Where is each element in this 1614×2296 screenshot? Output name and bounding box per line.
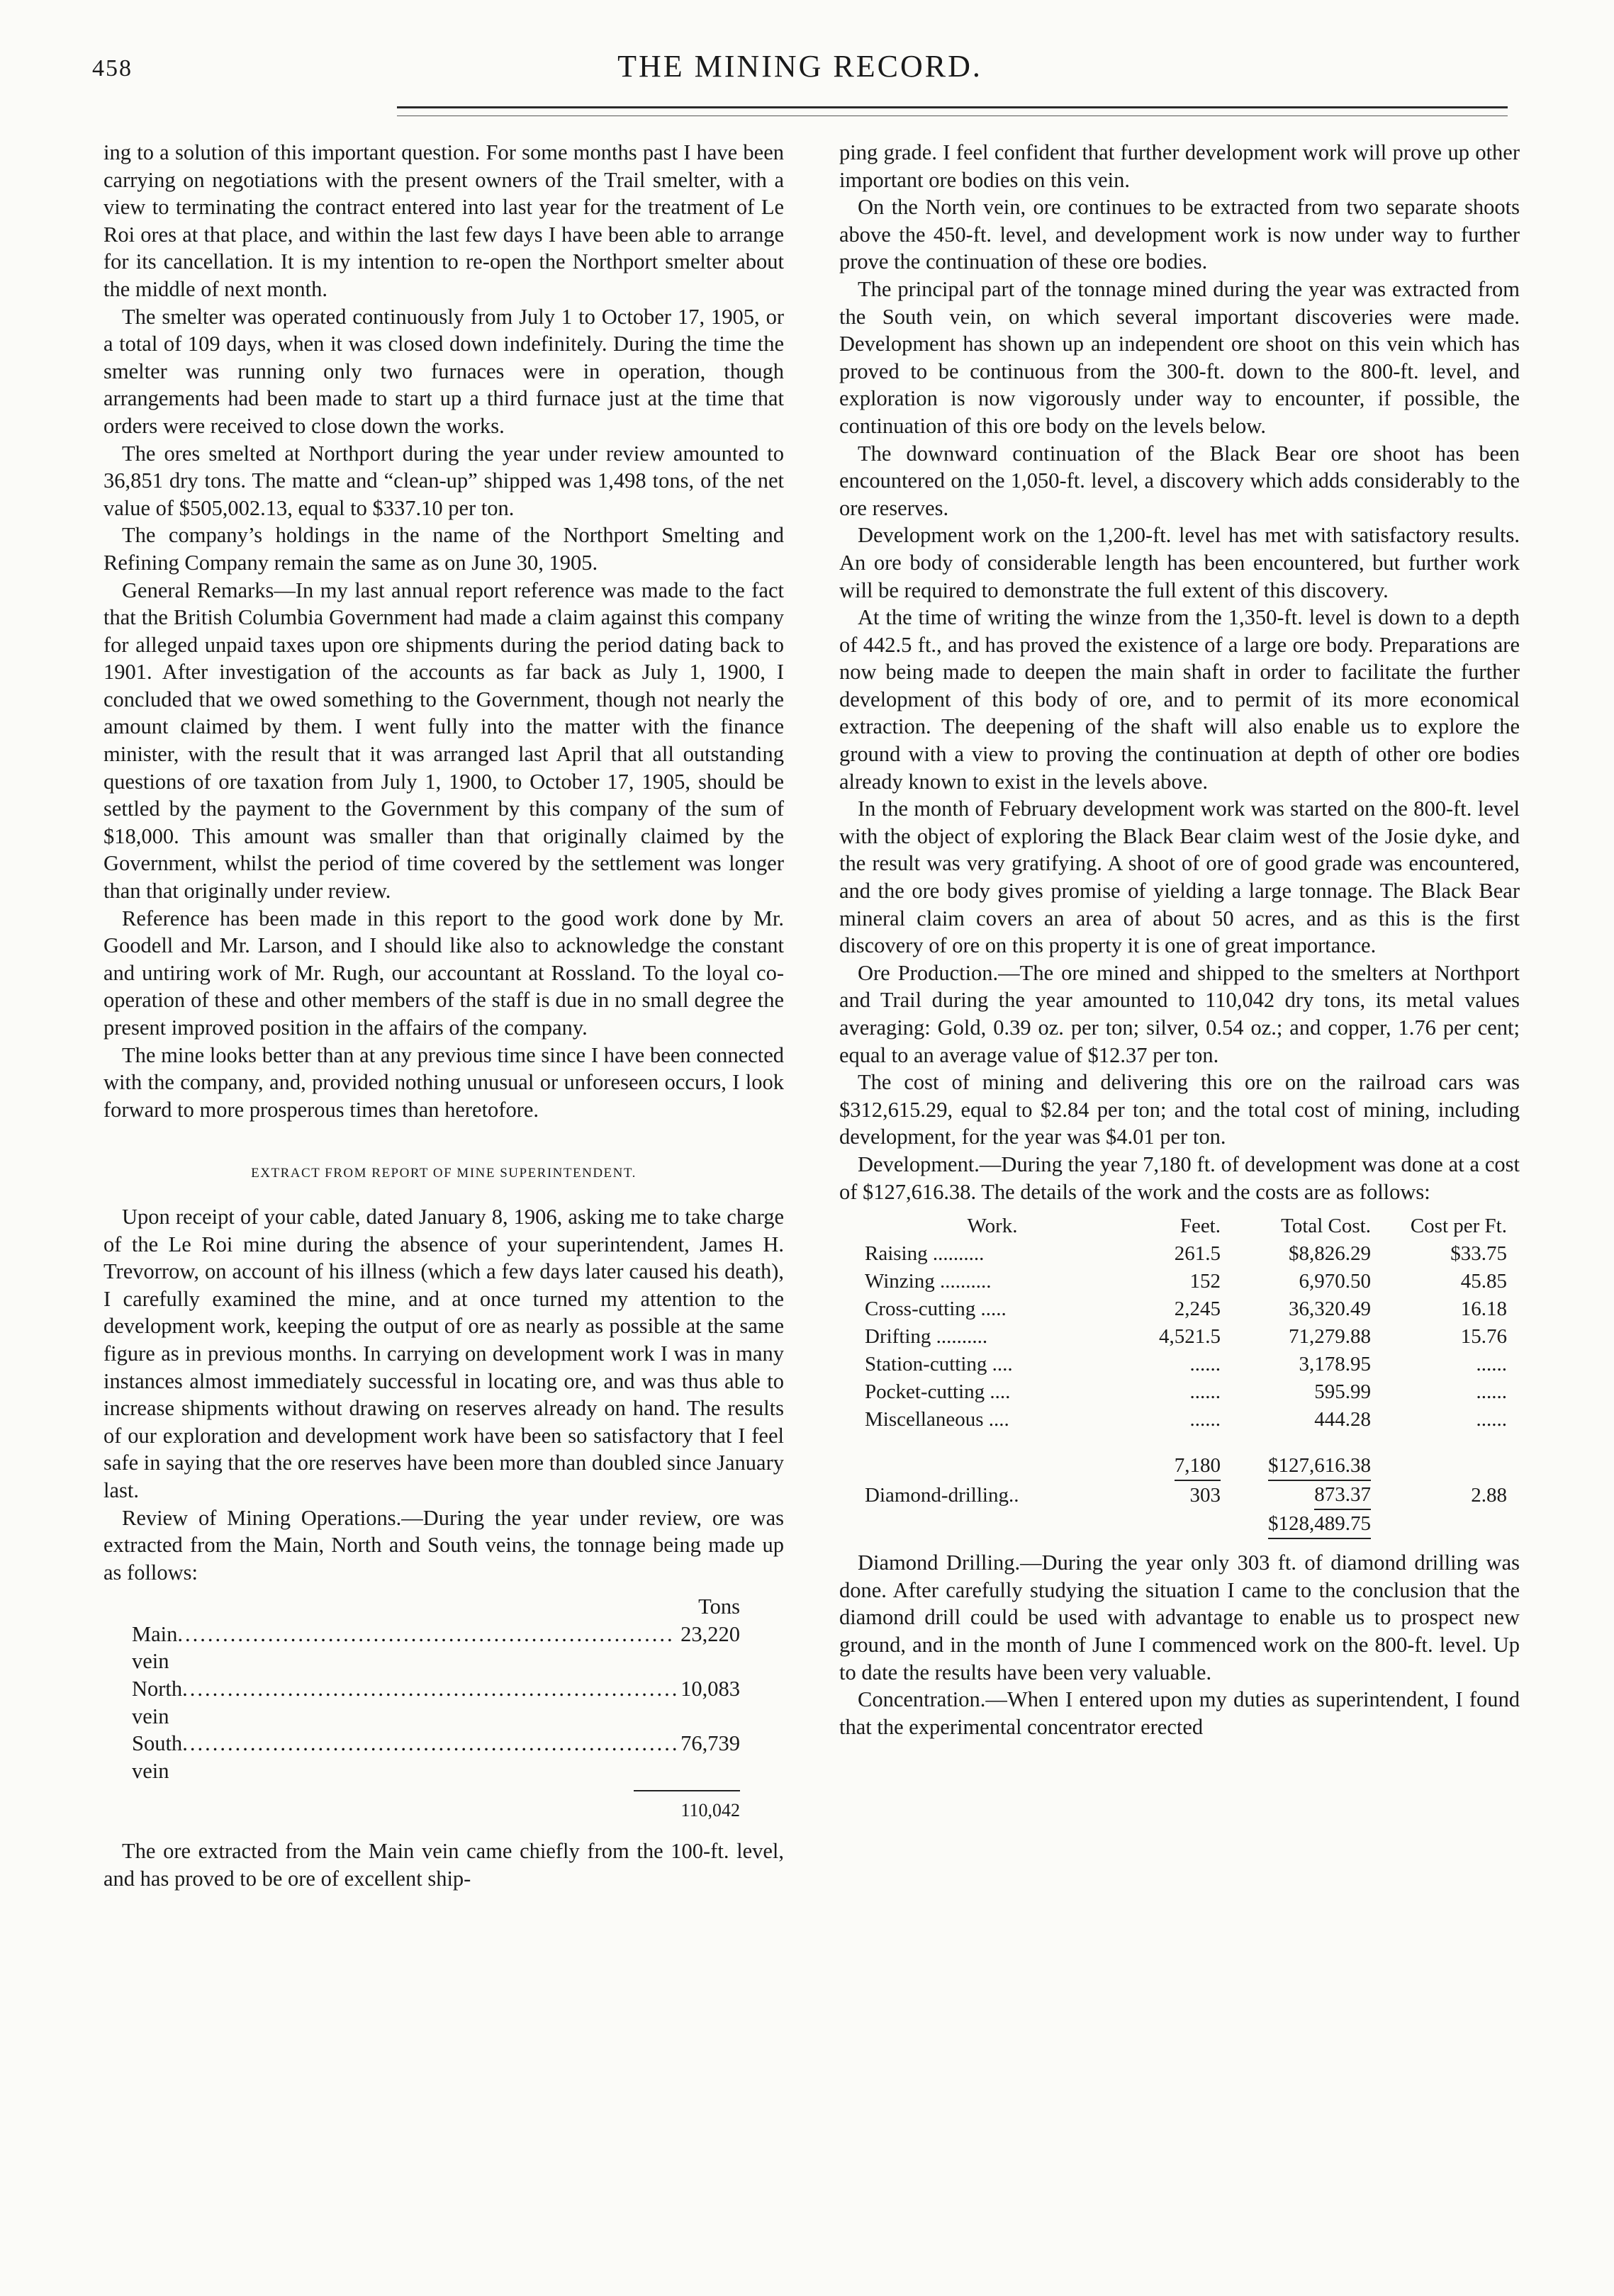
leader-dots: .................................................................. xyxy=(182,1731,680,1756)
table-row xyxy=(861,1351,1511,1378)
cell-work: Drifting .......... xyxy=(865,1325,988,1349)
cell-work: Miscellaneous .... xyxy=(865,1408,1009,1431)
grand-total: $128,489.75 xyxy=(1268,1510,1371,1539)
cell-per-ft: 2.88 xyxy=(1471,1484,1507,1507)
row-label: Main vein xyxy=(132,1621,178,1674)
total-rule xyxy=(634,1790,740,1791)
cell-work: Winzing .......... xyxy=(865,1270,992,1293)
paragraph: At the time of writing the winze from the 1,350-ft. level is down to a depth of 442.5 ft., and has proved the existence of a large ore body. Preparations are now being made to deepen the main shaft in order to facilitate the further development of this body of ore, and to permit of its more economical extraction. The deepening of the shaft will also enable us to explore the ground with a view to proving the continuation at depth of other ore bodies already known to exist in the levels above. xyxy=(839,605,1520,794)
column-header: Cost per Ft. xyxy=(1410,1215,1507,1238)
cell-per-ft: ...... xyxy=(1476,1408,1507,1431)
table-row xyxy=(103,1675,784,1730)
cell-total: 444.28 xyxy=(1314,1408,1371,1431)
row-value: 76,739 xyxy=(680,1731,740,1756)
page-number: 458 xyxy=(92,55,133,81)
paragraph: The mine looks better than at any previous time since I have been connected with the company, and, provided nothing unusual or unforeseen occurs, I look forward to more prosperous times than heretofore. xyxy=(103,1042,784,1122)
spacer-row xyxy=(861,1434,1511,1452)
paragraph: General Remarks—In my last annual report reference was made to the fact that the British Columbia Government had made a claim against this company for alleged unpaid taxes upon ore shipments during the period dating back to 1901. After investigation of the accounts as far back as July 1, 1900, I concluded that we owed something to the Government, though not nearly the amount claimed by them. I went fully into the matter with the finance minister, with the result that it was arranged last April that all outstanding questions of ore taxation from July 1, 1900, to October 17, 1905, should be settled by the payment to the Government by this company of the sum of $18,000. This amount was smaller than that originally claimed by the Government, whilst the period of time covered by the settlement was longer than that originally under review. xyxy=(103,578,784,904)
table-row xyxy=(103,1621,784,1675)
cell-total: 36,320.49 xyxy=(1289,1298,1371,1321)
page-header xyxy=(92,49,1508,98)
development-cost-table xyxy=(861,1212,1511,1539)
leader-dots: .................................................................. xyxy=(182,1677,680,1701)
cell-work: Diamond-drilling.. xyxy=(865,1484,1019,1507)
cell-total: $8,826.29 xyxy=(1289,1242,1371,1266)
paragraph: The company’s holdings in the name of the Northport Smelting and Refining Company remain the same as on June 30, 1905. xyxy=(103,523,784,575)
paragraph: In the month of February development work was started on the 800-ft. level with the object of exploring the Black Bear claim west of the Josie dyke, and the result was very gratifying. A shoot of ore of good grade was encountered, and the ore body gives promise of yielding a large tonnage. The Black Bear mineral claim covers an area of about 50 acres, and as this is the first discovery of ore on this property it is one of great importance. xyxy=(839,797,1520,958)
cell-per-ft: 16.18 xyxy=(1460,1298,1507,1321)
paragraph: The principal part of the tonnage mined during the year was extracted from the South vein, on which several important discoveries were made. Development has shown up an independent ore shoot on this vein which has proved to be continuous from the 300-ft. down to the 800-ft. level, and exploration is now vigorously under way to encounter, if possible, the continuation of this ore body on the levels below. xyxy=(839,276,1520,438)
paragraph: The ores smelted at Northport during the year under review amounted to 36,851 dry tons. The matte and “clean-up” shipped was 1,498 tons, of the net value of $505,002.13, equal to $337.10 per ton. xyxy=(103,441,784,520)
paragraph: On the North vein, ore continues to be extracted from two separate shoots above the 450-ft. level, and development work is now under way to further prove the continuation of these ore bodies. xyxy=(839,195,1520,274)
table-row xyxy=(861,1323,1511,1351)
paragraph: Reference has been made in this report to the good work done by Mr. Goodell and Mr. Larson, and I should like also to acknowledge the constant and untiring work of Mr. Rugh, our accountant at Rossland. To the loyal co-operation of these and other members of the staff is due in no small degree the present improved position in the affairs of the company. xyxy=(103,906,784,1040)
table-row xyxy=(861,1481,1511,1510)
paragraph: Review of Mining Operations.—During the year under review, ore was extracted from the Main, North and South veins, the tonnage being made up as follows: xyxy=(103,1505,784,1585)
cell-per-ft: ...... xyxy=(1476,1380,1507,1404)
paragraph: Ore Production.—The ore mined and shipped to the smelters at Northport and Trail during the year amounted to 110,042 dry tons, its metal values averaging: Gold, 0.39 oz. per ton; silver, 0.54 oz.; and copper, 1.76 per cent; equal to an average value of $12.37 per ton. xyxy=(839,960,1520,1067)
grand-total-row xyxy=(861,1510,1511,1539)
header-rule xyxy=(397,106,1508,116)
column-header: Total Cost. xyxy=(1281,1215,1371,1238)
tons-header: Tons xyxy=(698,1594,740,1619)
subtotal-cost: $127,616.38 xyxy=(1268,1452,1371,1481)
paragraph: The smelter was operated continuously from July 1 to October 17, 1905, or a total of 109 days, when it was closed down indefinitely. During the time the smelter was running only two furnaces were in operation, though arrangements had been made to start up a third furnace just at the time that orders were received to close down the works. xyxy=(103,304,784,438)
cell-feet: 303 xyxy=(1189,1484,1221,1507)
table-row xyxy=(861,1406,1511,1434)
table-row xyxy=(861,1378,1511,1406)
leader-dots: .................................................................. xyxy=(177,1621,675,1646)
table-row xyxy=(861,1268,1511,1295)
row-label: North vein xyxy=(132,1677,183,1728)
cell-total: 6,970.50 xyxy=(1299,1270,1371,1293)
paragraph: Development.—During the year 7,180 ft. of development was done at a cost of $127,616.38. The details of the work and the costs are as follows: xyxy=(839,1152,1520,1204)
right-column xyxy=(839,139,1520,1740)
column-header: Feet. xyxy=(1179,1215,1221,1238)
cell-per-ft: $33.75 xyxy=(1450,1242,1507,1266)
cell-work: Pocket-cutting .... xyxy=(865,1380,1011,1404)
paragraph: Concentration.—When I entered upon my duties as superintendent, I found that the experimental concentrator erected xyxy=(839,1687,1520,1739)
section-heading: EXTRACT FROM REPORT OF MINE SUPERINTENDENT. xyxy=(251,1166,637,1181)
paragraph: The cost of mining and delivering this ore on the railroad cars was $312,615.29, equal to $2.84 per ton; and the total cost of mining, including development, for the year was $4.01 per ton. xyxy=(839,1070,1520,1149)
cell-total: 873.37 xyxy=(1314,1481,1371,1510)
cell-feet: 4,521.5 xyxy=(1159,1325,1221,1349)
cell-total: 595.99 xyxy=(1314,1380,1371,1404)
table-header-row xyxy=(861,1212,1511,1240)
cell-feet: 2,245 xyxy=(1174,1298,1221,1321)
cell-feet: 261.5 xyxy=(1174,1242,1221,1266)
cell-feet: 152 xyxy=(1189,1270,1221,1293)
paragraph: The ore extracted from the Main vein came chiefly from the 100-ft. level, and has proved to be ore of excellent ship- xyxy=(103,1839,784,1891)
cell-per-ft: 15.76 xyxy=(1460,1325,1507,1349)
cell-feet: ...... xyxy=(1189,1408,1221,1431)
cell-feet: ...... xyxy=(1189,1380,1221,1404)
column-header: Work. xyxy=(967,1215,1018,1238)
paragraph: The downward continuation of the Black Bear ore shoot has been encountered on the 1,050-ft. level, a discovery which adds considerably to the ore reserves. xyxy=(839,441,1520,520)
subtotal-feet: 7,180 xyxy=(1175,1452,1221,1481)
cell-total: 3,178.95 xyxy=(1299,1353,1371,1376)
table-row xyxy=(103,1730,784,1784)
paragraph: Development work on the 1,200-ft. level has met with satisfactory results. An ore body of considerable length has been encountered, but further work will be required to demonstrate the full extent of this discovery. xyxy=(839,523,1520,602)
row-value: 10,083 xyxy=(680,1677,740,1701)
table-total-row xyxy=(103,1797,784,1825)
row-label: South vein xyxy=(132,1731,183,1783)
cell-work: Raising .......... xyxy=(865,1242,985,1266)
table-row xyxy=(861,1295,1511,1323)
subtotal-row xyxy=(861,1452,1511,1481)
cell-per-ft: 45.85 xyxy=(1460,1270,1507,1293)
cell-per-ft: ...... xyxy=(1476,1353,1507,1376)
row-value: 23,220 xyxy=(680,1621,740,1646)
tonnage-table xyxy=(103,1593,784,1825)
journal-title: THE MINING RECORD. xyxy=(617,49,982,84)
paragraph: ing to a solution of this important question. For some months past I have been carrying on negotiations with the present owners of the Trail smelter, with a view to terminating the contract entered into last year for the treatment of Le Roi ores at that place, and within the last few days I have been able to arrange for its cancellation. It is my intention to re-open the Northport smelter about the middle of next month. xyxy=(103,140,784,301)
paragraph: Upon receipt of your cable, dated January 8, 1906, asking me to take charge of the Le Roi mine during the absence of your superintendent, James H. Trevorrow, on account of his illness (which a few days later caused his death), I carefully examined the mine, and at once turned my attention to the development work, keeping the output of ore as nearly as possible at the same figure as in previous months. In carrying on development work I was in many instances almost immediately successful in locating ore, and was thus able to increase shipments without drawing on reserves already on hand. The results of our exploration and development work have been so satisfactory that I feel safe in saying that the ore reserves have been more than doubled since January last. xyxy=(103,1204,784,1502)
cell-total: 71,279.88 xyxy=(1289,1325,1371,1349)
total-value: 110,042 xyxy=(680,1800,740,1821)
cell-feet: ...... xyxy=(1189,1353,1221,1376)
table-row xyxy=(861,1240,1511,1268)
left-column xyxy=(103,139,784,1892)
cell-work: Cross-cutting ..... xyxy=(865,1298,1007,1321)
paragraph: ping grade. I feel confident that further development work will prove up other important ore bodies on this vein. xyxy=(839,140,1520,192)
paragraph: Diamond Drilling.—During the year only 303 ft. of diamond drilling was done. After carefully studying the situation I came to the conclusion that the diamond drill could be used with advantage to enable us to prospect new ground, and in the month of June I commenced work on the 800-ft. level. Up to date the results have been very valuable. xyxy=(839,1551,1520,1684)
cell-work: Station-cutting .... xyxy=(865,1353,1013,1376)
